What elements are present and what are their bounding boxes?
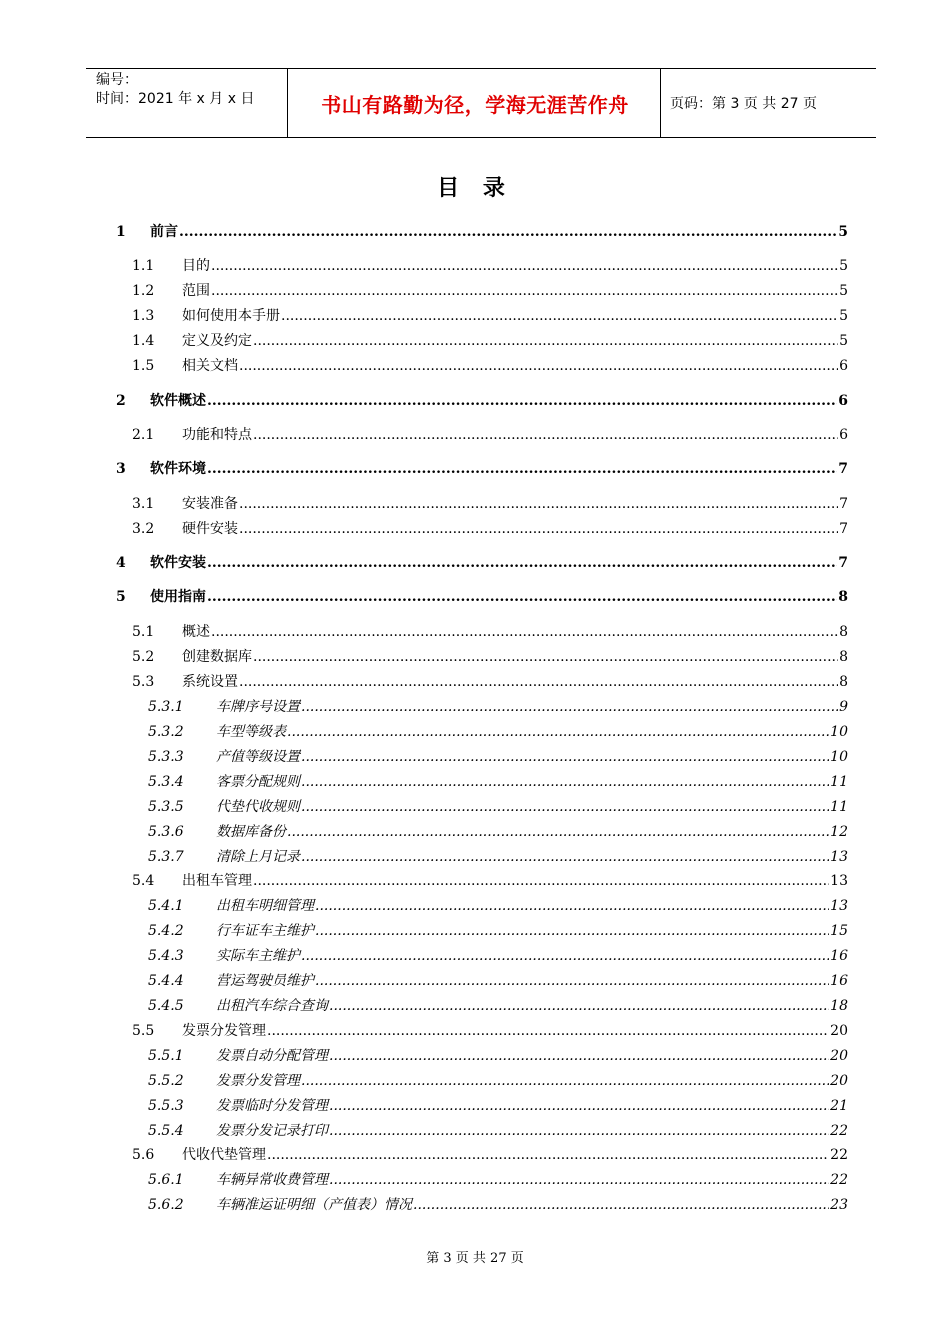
toc-entry[interactable]	[116, 221, 848, 241]
toc-leader-dots	[301, 798, 829, 816]
toc-entry[interactable]	[116, 552, 848, 572]
toc-entry[interactable]	[148, 1194, 848, 1214]
toc-leader-dots	[281, 307, 838, 325]
toc-entry-page: 13	[830, 873, 848, 889]
toc-entry-title: 代垫代收规则	[216, 799, 300, 815]
toc-leader-dots	[301, 1072, 829, 1090]
toc-entry-number: 5.5.3	[148, 1098, 184, 1114]
toc-entry[interactable]	[116, 390, 848, 410]
toc-entry-page: 15	[830, 923, 848, 939]
toc-entry-number: 5.3.1	[148, 699, 184, 715]
toc-leader-dots	[253, 872, 829, 890]
toc-entry-title: 车牌序号设置	[216, 699, 300, 715]
toc-entry-title: 使用指南	[150, 589, 206, 605]
toc-entry-title: 出租车管理	[182, 873, 252, 889]
toc-entry-number: 5.4.5	[148, 998, 184, 1014]
toc-entry-title: 相关文档	[182, 358, 238, 374]
toc-leader-dots	[301, 698, 838, 716]
toc-entry-title: 软件环境	[150, 461, 206, 477]
toc-entry[interactable]	[148, 1045, 848, 1065]
toc-entry-number: 1.1	[132, 258, 155, 274]
toc-entry-title: 发票临时分发管理	[216, 1098, 328, 1114]
toc-leader-dots	[301, 947, 829, 965]
toc-entry-number: 5.3	[132, 674, 155, 690]
toc-entry[interactable]	[132, 870, 848, 890]
toc-entry-title: 行车证车主维护	[216, 923, 314, 939]
toc-entry-number: 5.1	[132, 624, 155, 640]
toc-entry-title: 目的	[182, 258, 210, 274]
toc-entry[interactable]	[132, 671, 848, 691]
toc-entry-page: 5	[839, 308, 848, 324]
toc-leader-dots	[253, 332, 838, 350]
toc-entry-page: 8	[839, 624, 848, 640]
toc-entry-page: 9	[839, 699, 848, 715]
toc-entry-title: 出租车明细管理	[216, 898, 314, 914]
toc-entry-title: 代收代垫管理	[182, 1147, 266, 1163]
toc-entry[interactable]	[132, 255, 848, 275]
toc-entry-title: 前言	[150, 224, 178, 240]
toc-entry[interactable]	[148, 771, 848, 791]
toc-entry-number: 5.5.2	[148, 1073, 184, 1089]
toc-entry[interactable]	[132, 355, 848, 375]
toc-entry-number: 3.1	[132, 496, 155, 512]
toc-entry[interactable]	[148, 945, 848, 965]
toc-entry-title: 发票自动分配管理	[216, 1048, 328, 1064]
toc-entry[interactable]	[132, 330, 848, 350]
toc-entry-page: 13	[830, 898, 848, 914]
toc-entry-number: 5.3.4	[148, 774, 184, 790]
toc-entry-page: 13	[830, 849, 848, 865]
toc-entry-title: 车辆准运证明细（产值表）情况	[216, 1197, 412, 1213]
toc-entry-page: 8	[839, 649, 848, 665]
toc-entry-title: 硬件安装	[182, 521, 238, 537]
toc-entry-number: 3.2	[132, 521, 155, 537]
toc-entry-page: 5	[838, 224, 848, 240]
toc-entry-page: 22	[830, 1172, 848, 1188]
toc-entry-title: 发票分发记录打印	[216, 1123, 328, 1139]
toc-entry-number: 5.4.1	[148, 898, 184, 914]
toc-entry-number: 5.3.3	[148, 749, 184, 765]
toc-entry[interactable]	[148, 846, 848, 866]
toc-leader-dots	[301, 848, 829, 866]
toc-entry-title: 安装准备	[182, 496, 238, 512]
toc-entry-page: 7	[838, 461, 848, 477]
toc-entry-number: 5.5.4	[148, 1123, 184, 1139]
toc-entry-page: 20	[830, 1023, 848, 1039]
header-page-label: 页码：第 3 页 共 27 页	[670, 96, 817, 112]
toc-entry-number: 2.1	[132, 427, 155, 443]
toc-entry-number: 5.3.7	[148, 849, 184, 865]
toc-entry-page: 20	[830, 1073, 848, 1089]
toc-leader-dots	[267, 1022, 829, 1040]
toc-entry[interactable]	[148, 895, 848, 915]
toc-entry[interactable]	[148, 1070, 848, 1090]
toc-entry-title: 清除上月记录	[216, 849, 300, 865]
toc-entry-number: 1	[116, 224, 126, 240]
toc-entry-number: 4	[116, 555, 126, 571]
toc-leader-dots	[239, 673, 838, 691]
toc-entry[interactable]	[132, 305, 848, 325]
toc-entry-number: 5.2	[132, 649, 155, 665]
toc-leader-dots	[179, 223, 837, 241]
time-label: 时间：2021 年 x 月 x 日	[96, 91, 255, 107]
toc-entry[interactable]	[148, 920, 848, 940]
toc-entry-page: 10	[830, 724, 848, 740]
toc-entry-page: 16	[830, 948, 848, 964]
toc-leader-dots	[301, 748, 829, 766]
toc-leader-dots	[329, 1097, 829, 1115]
header-divider	[660, 69, 661, 137]
toc-entry-title: 出租汽车综合查询	[216, 998, 328, 1014]
toc-entry[interactable]	[132, 280, 848, 300]
toc-entry-page: 11	[830, 774, 848, 790]
toc-entry[interactable]	[132, 493, 848, 513]
toc-entry-page: 12	[830, 824, 848, 840]
toc-entry[interactable]	[132, 621, 848, 641]
toc-entry-page: 18	[830, 998, 848, 1014]
toc-leader-dots	[329, 997, 829, 1015]
toc-entry-page: 6	[839, 427, 848, 443]
toc-entry-number: 5.6	[132, 1147, 155, 1163]
toc-entry-title: 范围	[182, 283, 210, 299]
toc-entry[interactable]	[148, 696, 848, 716]
toc-entry-page: 22	[830, 1123, 848, 1139]
toc-entry-number: 1.5	[132, 358, 155, 374]
toc-leader-dots	[253, 426, 838, 444]
toc-entry-page: 7	[839, 521, 848, 537]
toc-entry-number: 5.3.2	[148, 724, 184, 740]
toc-leader-dots	[239, 520, 838, 538]
toc-entry-number: 5.4	[132, 873, 155, 889]
toc-entry[interactable]	[116, 458, 848, 478]
toc-entry-number: 1.3	[132, 308, 155, 324]
toc-leader-dots	[413, 1196, 829, 1214]
toc-entry-page: 16	[830, 973, 848, 989]
toc-leader-dots	[315, 897, 829, 915]
toc-entry-page: 6	[839, 358, 848, 374]
toc-entry[interactable]	[148, 995, 848, 1015]
toc-entry-title: 数据库备份	[216, 824, 286, 840]
toc-entry-title: 实际车主维护	[216, 948, 300, 964]
toc-leader-dots	[207, 588, 837, 606]
toc-entry-number: 5	[116, 589, 126, 605]
toc-entry-page: 5	[839, 333, 848, 349]
toc-leader-dots	[329, 1171, 829, 1189]
toc-entry-title: 车型等级表	[216, 724, 286, 740]
toc-leader-dots	[207, 392, 837, 410]
toc-entry-page: 7	[839, 496, 848, 512]
toc-title: 目 录	[437, 176, 513, 201]
toc-entry-page: 8	[838, 589, 848, 605]
toc-leader-dots	[239, 495, 838, 513]
toc-entry-number: 1.4	[132, 333, 155, 349]
toc-entry-page: 7	[838, 555, 848, 571]
toc-entry-page: 6	[838, 393, 848, 409]
toc-entry-title: 如何使用本手册	[182, 308, 280, 324]
toc-entry[interactable]	[132, 424, 848, 444]
toc-entry[interactable]	[148, 721, 848, 741]
toc-entry-number: 5.5	[132, 1023, 155, 1039]
toc-entry-number: 5.3.6	[148, 824, 184, 840]
toc-entry[interactable]	[148, 970, 848, 990]
toc-entry-number: 5.4.2	[148, 923, 184, 939]
toc-entry[interactable]	[116, 586, 848, 606]
toc-leader-dots	[301, 773, 829, 791]
toc-entry-number: 2	[116, 393, 126, 409]
toc-entry-title: 软件安装	[150, 555, 206, 571]
toc-entry-page: 5	[839, 258, 848, 274]
toc-entry-page: 23	[830, 1197, 848, 1213]
toc-entry-number: 5.6.1	[148, 1172, 184, 1188]
toc-entry[interactable]	[148, 1120, 848, 1140]
toc-entry-number: 5.6.2	[148, 1197, 184, 1213]
page-header	[86, 68, 876, 138]
toc-entry-page: 20	[830, 1048, 848, 1064]
toc-entry-title: 营运驾驶员维护	[216, 973, 314, 989]
toc-leader-dots	[287, 723, 829, 741]
toc-leader-dots	[211, 282, 838, 300]
toc-entry[interactable]	[148, 1095, 848, 1115]
toc-entry-page: 11	[830, 799, 848, 815]
toc-entry-title: 车辆异常收费管理	[216, 1172, 328, 1188]
toc-entry-title: 软件概述	[150, 393, 206, 409]
toc-leader-dots	[207, 460, 837, 478]
number-label: 编号：	[96, 72, 138, 88]
toc-entry-number: 5.3.5	[148, 799, 184, 815]
header-meta	[96, 71, 254, 109]
toc-entry-title: 创建数据库	[182, 649, 252, 665]
toc-leader-dots	[329, 1122, 829, 1140]
page-footer: 第 3 页 共 27 页	[426, 1251, 524, 1266]
toc-entry-title: 客票分配规则	[216, 774, 300, 790]
toc-entry-title: 发票分发管理	[182, 1023, 266, 1039]
toc-entry-number: 1.2	[132, 283, 155, 299]
toc-leader-dots	[329, 1047, 829, 1065]
toc-leader-dots	[253, 648, 838, 666]
toc-entry[interactable]	[132, 646, 848, 666]
toc-entry-number: 3	[116, 461, 126, 477]
toc-entry-title: 系统设置	[182, 674, 238, 690]
toc-entry[interactable]	[132, 1020, 848, 1040]
header-motto: 书山有路勤为径，学海无涯苦作舟	[321, 92, 629, 117]
toc-entry-number: 5.5.1	[148, 1048, 184, 1064]
toc-leader-dots	[211, 257, 838, 275]
toc-entry[interactable]	[132, 1144, 848, 1164]
toc-leader-dots	[315, 922, 829, 940]
toc-entry-title: 功能和特点	[182, 427, 252, 443]
toc-entry-number: 5.4.3	[148, 948, 184, 964]
toc-entry-page: 8	[839, 674, 848, 690]
toc-leader-dots	[315, 972, 829, 990]
toc-entry[interactable]	[148, 1169, 848, 1189]
toc-leader-dots	[239, 357, 838, 375]
toc-entry-title: 概述	[182, 624, 210, 640]
toc-entry-page: 5	[839, 283, 848, 299]
toc-leader-dots	[211, 623, 838, 641]
toc-entry-title: 定义及约定	[182, 333, 252, 349]
toc-entry[interactable]	[148, 746, 848, 766]
toc-entry[interactable]	[148, 821, 848, 841]
toc-entry-title: 产值等级设置	[216, 749, 300, 765]
toc-entry-page: 21	[830, 1098, 848, 1114]
toc-entry-number: 5.4.4	[148, 973, 184, 989]
toc-leader-dots	[207, 554, 837, 572]
toc-leader-dots	[287, 823, 829, 841]
toc-leader-dots	[267, 1146, 829, 1164]
toc-entry-title: 发票分发管理	[216, 1073, 300, 1089]
toc-entry[interactable]	[132, 518, 848, 538]
toc-entry[interactable]	[148, 796, 848, 816]
toc-entry-page: 10	[830, 749, 848, 765]
toc-entry-page: 22	[830, 1147, 848, 1163]
